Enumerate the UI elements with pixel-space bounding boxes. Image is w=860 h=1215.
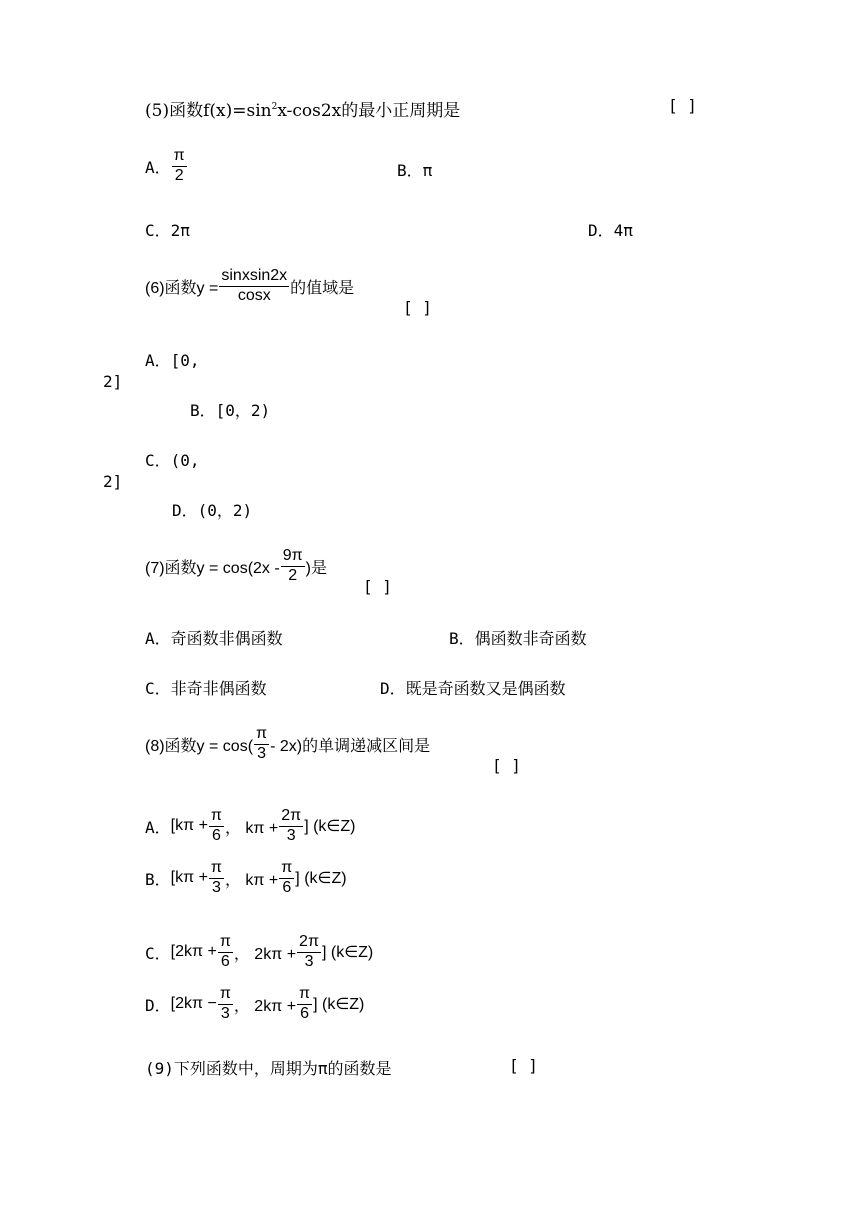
q5-stem-sup: 2 bbox=[271, 102, 278, 112]
question-9-stem: (9)下列函数中，周期为π的函数是 bbox=[145, 1059, 392, 1078]
q7-option-b: B．偶函数非奇函数 bbox=[449, 629, 587, 648]
q8-option-a-f2-denominator: 3 bbox=[286, 826, 296, 844]
q8-option-b-part1: [kπ + bbox=[170, 869, 208, 887]
q7-option-c: C．非奇非偶函数 bbox=[145, 679, 267, 698]
q8-option-d-fraction1 bbox=[218, 986, 233, 1023]
q7-option-d: D．既是奇函数又是偶函数 bbox=[380, 679, 566, 698]
q8-option-b-fraction1 bbox=[209, 860, 224, 897]
q7-option-a: A．奇函数非偶函数 bbox=[145, 629, 283, 648]
q6-option-d: D．(0，2) bbox=[172, 501, 253, 520]
q8-stem-suffix: - 2x)的单调递减区间是 bbox=[270, 737, 431, 755]
q5-stem-prefix: (5)函数f(x)=sin bbox=[145, 101, 272, 121]
q8-option-a bbox=[145, 808, 355, 845]
q8-option-c-part3: ] (k∈Z) bbox=[321, 944, 374, 962]
q5-option-a-denominator: 2 bbox=[174, 166, 184, 184]
q8-option-c-part1: [2kπ + bbox=[170, 943, 217, 961]
q6-option-c-line1: C．(0, bbox=[145, 451, 200, 470]
q8-option-b-part2: ， kπ + bbox=[224, 871, 279, 889]
q9-answer-bracket: [ ] bbox=[509, 1056, 538, 1075]
q8-option-a-part2: ， kπ + bbox=[224, 819, 279, 837]
q8-option-c-part2: ， 2kπ + bbox=[233, 945, 297, 963]
q7-stem-suffix: )是 bbox=[305, 559, 327, 577]
q8-fraction-denominator: 3 bbox=[257, 744, 266, 762]
q8-option-a-label: A． bbox=[145, 817, 171, 837]
q8-fraction-numerator: π bbox=[254, 726, 269, 745]
q8-option-c-fraction2 bbox=[297, 934, 321, 971]
q5-answer-bracket: [ ] bbox=[668, 96, 697, 115]
q6-stem-prefix: (6)函数y = bbox=[145, 279, 219, 297]
q8-option-d-f1-denominator: 3 bbox=[220, 1004, 230, 1022]
q8-option-d-fraction2 bbox=[297, 986, 312, 1023]
q5-stem-suffix: x-cos2x的最小正周期是 bbox=[277, 101, 461, 121]
q5-option-b: B．π bbox=[397, 161, 433, 180]
question-8-stem bbox=[145, 726, 430, 763]
q8-option-c-f1-denominator: 6 bbox=[220, 952, 230, 970]
question-7-stem bbox=[145, 548, 327, 585]
q5-option-a-label: A． bbox=[145, 157, 171, 177]
q8-option-c-f2-numerator: 2π bbox=[297, 934, 321, 953]
q5-option-c: C．2π bbox=[145, 221, 190, 240]
q6-fraction-denominator: cosx bbox=[237, 286, 271, 304]
q8-option-a-fraction2 bbox=[279, 808, 303, 845]
q7-answer-bracket: [ ] bbox=[363, 577, 392, 596]
q8-stem-prefix: (8)函数y = cos( bbox=[145, 737, 254, 755]
q8-option-d-part1: [2kπ − bbox=[170, 995, 217, 1013]
q7-fraction-numerator: 9π bbox=[281, 548, 305, 567]
q8-option-c bbox=[145, 934, 373, 971]
q7-fraction-denominator: 2 bbox=[288, 566, 298, 584]
q8-option-d-part3: ] (k∈Z) bbox=[313, 996, 365, 1014]
q8-option-a-fraction1 bbox=[209, 808, 224, 845]
q8-option-d-part2: ， 2kπ + bbox=[233, 997, 297, 1015]
q8-option-a-f2-numerator: 2π bbox=[279, 808, 303, 827]
q5-option-d: D．4π bbox=[588, 221, 633, 240]
q5-option-a-fraction bbox=[172, 148, 187, 185]
q8-option-a-f1-denominator: 6 bbox=[211, 826, 221, 844]
question-5-stem bbox=[145, 96, 460, 121]
q5-option-a-numerator: π bbox=[172, 148, 187, 167]
q8-answer-bracket: [ ] bbox=[492, 756, 521, 775]
q8-option-a-part3: ] (k∈Z) bbox=[304, 818, 356, 836]
q6-answer-bracket: [ ] bbox=[403, 298, 432, 317]
q8-option-d bbox=[145, 986, 364, 1023]
q6-option-b: B．[0，2) bbox=[190, 401, 271, 420]
q8-option-d-label: D． bbox=[145, 995, 171, 1015]
q8-option-b-part3: ] (k∈Z) bbox=[295, 870, 347, 888]
q8-option-b-f1-denominator: 3 bbox=[211, 878, 221, 896]
q6-option-a-line2: 2] bbox=[103, 372, 123, 391]
question-6-stem bbox=[145, 268, 354, 305]
q7-stem-fraction bbox=[281, 548, 305, 585]
q8-option-d-f2-numerator: π bbox=[297, 986, 312, 1005]
q8-option-b-f2-numerator: π bbox=[279, 860, 294, 879]
q8-option-d-f2-denominator: 6 bbox=[300, 1004, 310, 1022]
q8-option-b-f1-numerator: π bbox=[209, 860, 224, 879]
q6-stem-suffix: 的值域是 bbox=[290, 279, 355, 297]
q6-fraction-numerator: sinxsin2x bbox=[219, 268, 289, 287]
q8-option-b-f2-denominator: 6 bbox=[282, 878, 292, 896]
q8-option-a-part1: [kπ + bbox=[170, 817, 208, 835]
q8-option-d-f1-numerator: π bbox=[218, 986, 233, 1005]
q8-option-c-fraction1 bbox=[218, 934, 233, 971]
q7-stem-prefix: (7)函数y = cos(2x - bbox=[145, 559, 280, 577]
q8-option-c-label: C． bbox=[145, 943, 171, 963]
q8-option-c-f1-numerator: π bbox=[218, 934, 233, 953]
q8-option-a-f1-numerator: π bbox=[209, 808, 224, 827]
q8-option-c-f2-denominator: 3 bbox=[304, 952, 314, 970]
q8-option-b-label: B． bbox=[145, 869, 171, 889]
q6-option-c-line2: 2] bbox=[103, 472, 123, 491]
q8-option-b-fraction2 bbox=[279, 860, 294, 897]
q8-stem-fraction bbox=[254, 726, 269, 763]
q8-option-b bbox=[145, 860, 347, 897]
q6-option-a-line1: A．[0, bbox=[145, 351, 200, 370]
q6-stem-fraction bbox=[219, 268, 289, 305]
q5-option-a bbox=[145, 148, 188, 185]
